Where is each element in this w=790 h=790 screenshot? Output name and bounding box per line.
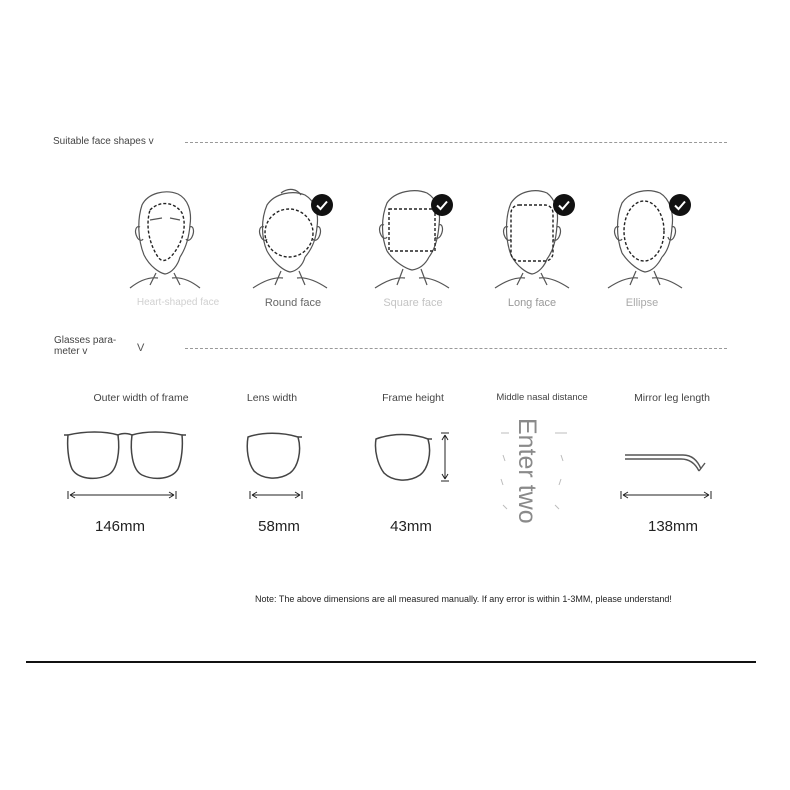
checkmark-circle-icon [310,193,334,217]
param-label-outer-width: Outer width of frame [93,392,189,404]
measurement-note [200,594,790,604]
section-divider [185,348,727,349]
checkmark-circle-icon [552,193,576,217]
checkmark-circle-icon [668,193,692,217]
outer-width-glasses-icon [60,425,190,505]
face-label-long: Long face [507,297,557,309]
section-divider [185,142,727,143]
param-value-leg-length: 138mm [647,518,699,535]
param-value-frame-height: 43mm [390,518,432,535]
face-label-ellipse: Ellipse [625,297,659,309]
chevron-down-icon: V [137,342,145,354]
params-section-title: Glasses para- meter v [54,335,117,357]
param-label-nasal-distance: Middle nasal distance [496,392,588,403]
face-section-title: Suitable face shapes v [53,136,154,147]
frame-height-glasses-icon [370,425,455,505]
face-label-round: Round face [264,297,322,309]
face-label-square: Square face [383,297,443,309]
param-label-frame-height: Frame height [382,392,444,404]
param-label-lens-width: Lens width [246,392,298,404]
lens-width-glasses-icon [240,425,310,505]
face-label-heart: Heart-shaped face [136,297,220,308]
param-value-outer-width: 146mm [94,518,146,535]
nasal-distance-value: Enter two [513,418,541,524]
checkmark-circle-icon [430,193,454,217]
param-value-lens-width: 58mm [258,518,300,535]
leg-length-temple-icon [615,445,725,505]
bottom-divider [26,661,756,663]
param-label-leg-length: Mirror leg length [634,392,710,404]
heart-shaped-face-icon [120,185,210,290]
measurement-note-text: Note: The above dimensions are all measured manually. If any error is within 1-3MM, please understand! [255,594,672,604]
